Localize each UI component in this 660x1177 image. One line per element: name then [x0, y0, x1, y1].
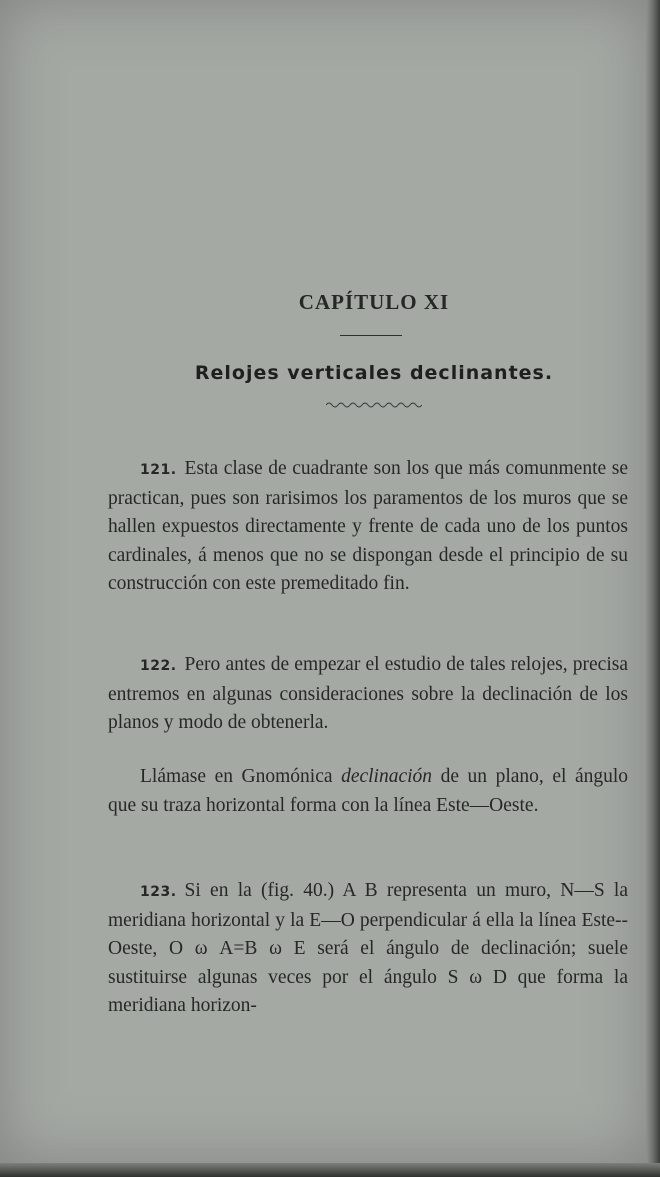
wavy-ornament	[326, 400, 422, 410]
paragraph-121	[108, 455, 628, 599]
chapter-title: Relojes verticales declinantes.	[194, 362, 554, 384]
paragraph-definition	[108, 763, 628, 820]
paragraph-text: Si en la (fig. 40.) A B representa un muro, N—S la meridiana horizontal y la E—O perpendicular á ella la línea Este--Oeste, O ω A=B ω E será el ángulo de declinación; suele sustituirse algunas veces por el ángulo S ω D que forma la meridiana horizon-	[108, 880, 628, 1017]
definition-lead: Llámase en Gnomónica	[140, 766, 333, 787]
chapter-heading: CAPÍTULO XI	[298, 290, 450, 314]
paragraph-number: 121.	[140, 462, 177, 478]
paragraph-123	[108, 877, 628, 1021]
chapter-divider	[340, 335, 402, 336]
definition-term: declinación	[341, 766, 433, 787]
paragraph-number: 122.	[140, 658, 177, 674]
page-edge-bottom	[0, 1163, 660, 1177]
paragraph-122	[108, 651, 628, 738]
paragraph-text: Pero antes de empezar el estudio de tales relojes, precisa entremos en algunas consideraciones sobre la declinación de los planos y modo de obtenerla.	[108, 654, 628, 734]
paragraph-number: 123.	[140, 884, 177, 900]
definition-rest: de un plano, el ángulo que su traza horizontal forma con la línea Este—Oeste.	[108, 766, 629, 816]
page-edge-right	[646, 0, 660, 1177]
paragraph-text: Esta clase de cuadrante son los que más comunmente se practican, pues son rarisimos los paramentos de los muros que se hallen expuestos directamente y frente de cada uno de los puntos cardinales, á menos que no se dispongan desde el principio de su construcción con este premeditado fin.	[108, 458, 628, 595]
